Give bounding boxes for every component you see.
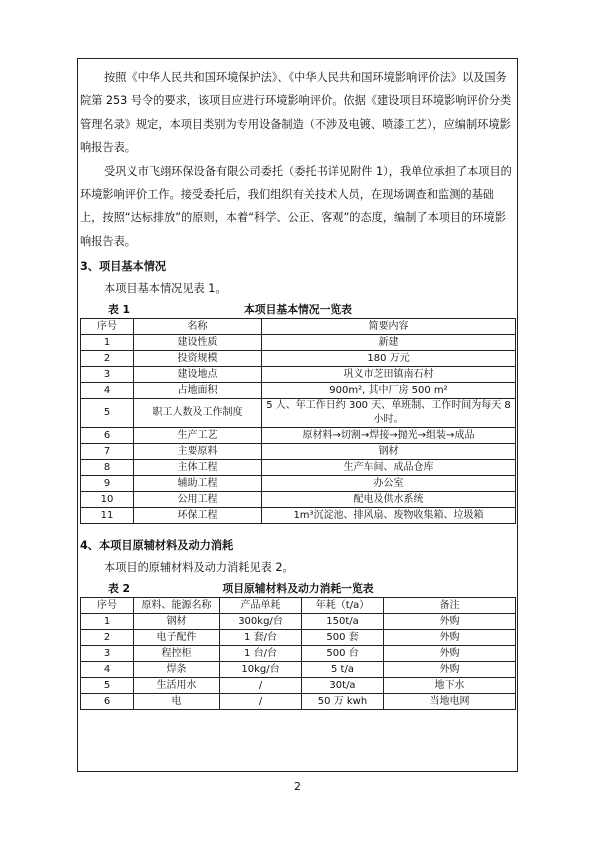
table-1-row — [81, 460, 516, 476]
document-body — [80, 66, 516, 710]
table-1-row — [81, 383, 516, 399]
section-4-heading: 4、本项目原辅材料及动力消耗 — [80, 539, 234, 553]
table-2-row — [81, 694, 516, 710]
table-cell: 3 — [81, 646, 134, 662]
table-1-row — [81, 476, 516, 492]
table-cell: 2 — [81, 351, 134, 367]
table-cell: 投资规模 — [134, 351, 262, 367]
table-cell: 500 台 — [302, 646, 384, 662]
table-cell: 钢材 — [134, 614, 220, 630]
table-cell: 外购 — [384, 646, 516, 662]
table-cell: 30t/a — [302, 678, 384, 694]
table-cell: 150t/a — [302, 614, 384, 630]
table-cell: 当地电网 — [384, 694, 516, 710]
table-cell: 5 — [81, 678, 134, 694]
table-cell: / — [220, 694, 302, 710]
table-cell: 环保工程 — [134, 508, 262, 524]
table-cell: 10 — [81, 492, 134, 508]
table-1-header-row — [81, 319, 516, 335]
table-2-header-cell: 序号 — [81, 598, 134, 614]
table-cell: 职工人数及工作制度 — [134, 399, 262, 428]
table-cell: 50 万 kwh — [302, 694, 384, 710]
table-cell: 3 — [81, 367, 134, 383]
table-1-number: 表 1 — [108, 303, 131, 317]
table-cell: 建设地点 — [134, 367, 262, 383]
table-cell: 生产车间、成品仓库 — [262, 460, 516, 476]
table-cell: 占地面积 — [134, 383, 262, 399]
table-cell: / — [220, 678, 302, 694]
table-cell: 1m³沉淀池、排风扇、废物收集箱、垃圾箱 — [262, 508, 516, 524]
table-2-header-cell: 年耗（t/a） — [302, 598, 384, 614]
table-cell: 8 — [81, 460, 134, 476]
table-cell: 钢材 — [262, 444, 516, 460]
table-1-title: 本项目基本情况一览表 — [244, 303, 352, 317]
table-cell: 地下水 — [384, 678, 516, 694]
table-2-title: 项目原辅材料及动力消耗一览表 — [222, 582, 374, 596]
table-1-row — [81, 428, 516, 444]
table-cell: 办公室 — [262, 476, 516, 492]
table-2-row — [81, 614, 516, 630]
table-cell: 180 万元 — [262, 351, 516, 367]
table-cell: 外购 — [384, 630, 516, 646]
section-3-intro: 本项目基本情况见表 1。 — [104, 282, 227, 296]
table-cell: 5 人、年工作日约 300 天、单班制、工作时间为每天 8 小时。 — [262, 399, 516, 428]
table-1-row — [81, 351, 516, 367]
table-1-row — [81, 444, 516, 460]
table-cell: 生产工艺 — [134, 428, 262, 444]
table-cell: 外购 — [384, 662, 516, 678]
table-cell: 300kg/台 — [220, 614, 302, 630]
table-2-row — [81, 630, 516, 646]
table-cell: 外购 — [384, 614, 516, 630]
table-cell: 5 t/a — [302, 662, 384, 678]
table-cell: 500 套 — [302, 630, 384, 646]
table-2-header-cell: 备注 — [384, 598, 516, 614]
paragraph-legal-basis: 按照《中华人民共和国环境保护法》、《中华人民共和国环境影响评价法》以及国务院第 253 号令的要求，该项目应进行环境影响评价。依据《建设项目环境影响评价分类管理名录》规定，本项目类别为专用设备制造（不涉及电镀、喷漆工艺），应编制环境影响报告表。 — [80, 71, 512, 155]
table-cell: 焊条 — [134, 662, 220, 678]
table-cell: 辅助工程 — [134, 476, 262, 492]
table-1-row — [81, 492, 516, 508]
table-1-row — [81, 367, 516, 383]
table-cell: 6 — [81, 694, 134, 710]
table-cell: 10kg/台 — [220, 662, 302, 678]
table-2-header-cell: 产品单耗 — [220, 598, 302, 614]
table-1-row — [81, 508, 516, 524]
table-1-caption — [80, 300, 516, 318]
table-cell: 6 — [81, 428, 134, 444]
table-1-row — [81, 399, 516, 428]
table-cell: 11 — [81, 508, 134, 524]
paragraph-commission: 受巩义市飞翊环保设备有限公司委托（委托书详见附件 1），我单位承担了本项目的环境影响评价工作。接受委托后，我们组织有关技术人员，在现场调查和监测的基础上，按照“达标排放”的原则，本着“科学、公正、客观”的态度，编制了本项目的环境影响报告表。 — [80, 164, 512, 248]
table-cell: 建设性质 — [134, 335, 262, 351]
table-cell: 4 — [81, 383, 134, 399]
table-cell: 主要原料 — [134, 444, 262, 460]
table-cell: 主体工程 — [134, 460, 262, 476]
table-cell: 1 套/台 — [220, 630, 302, 646]
table-1-header-cell: 序号 — [81, 319, 134, 335]
table-cell: 新建 — [262, 335, 516, 351]
table-2-header-row — [81, 598, 516, 614]
table-cell: 电 — [134, 694, 220, 710]
table-1-header-cell: 简要内容 — [262, 319, 516, 335]
table-cell: 900m², 其中厂房 500 m² — [262, 383, 516, 399]
table-cell: 5 — [81, 399, 134, 428]
table-2-number: 表 2 — [108, 582, 131, 596]
table-cell: 1 — [81, 335, 134, 351]
table-2-materials — [80, 597, 516, 710]
table-cell: 9 — [81, 476, 134, 492]
table-cell: 配电及供水系统 — [262, 492, 516, 508]
table-cell: 1 — [81, 614, 134, 630]
table-cell: 原材料→切割→焊接→抛光→组装→成品 — [262, 428, 516, 444]
table-2-row — [81, 646, 516, 662]
table-2-header-cell: 原料、能源名称 — [134, 598, 220, 614]
table-cell: 7 — [81, 444, 134, 460]
table-cell: 公用工程 — [134, 492, 262, 508]
table-cell: 4 — [81, 662, 134, 678]
table-2-caption — [80, 579, 516, 597]
table-cell: 生活用水 — [134, 678, 220, 694]
table-2-row — [81, 678, 516, 694]
table-cell: 1 台/台 — [220, 646, 302, 662]
page-number: 2 — [294, 780, 301, 793]
table-cell: 2 — [81, 630, 134, 646]
table-cell: 巩义市芝田镇南石村 — [262, 367, 516, 383]
table-cell: 程控柜 — [134, 646, 220, 662]
table-1-row — [81, 335, 516, 351]
table-1-basic-info — [80, 318, 516, 524]
table-cell: 电子配件 — [134, 630, 220, 646]
section-4-intro: 本项目的原辅材料及动力消耗见表 2。 — [104, 561, 294, 575]
section-3-heading: 3、项目基本情况 — [80, 260, 167, 274]
table-2-row — [81, 662, 516, 678]
table-1-header-cell: 名称 — [134, 319, 262, 335]
